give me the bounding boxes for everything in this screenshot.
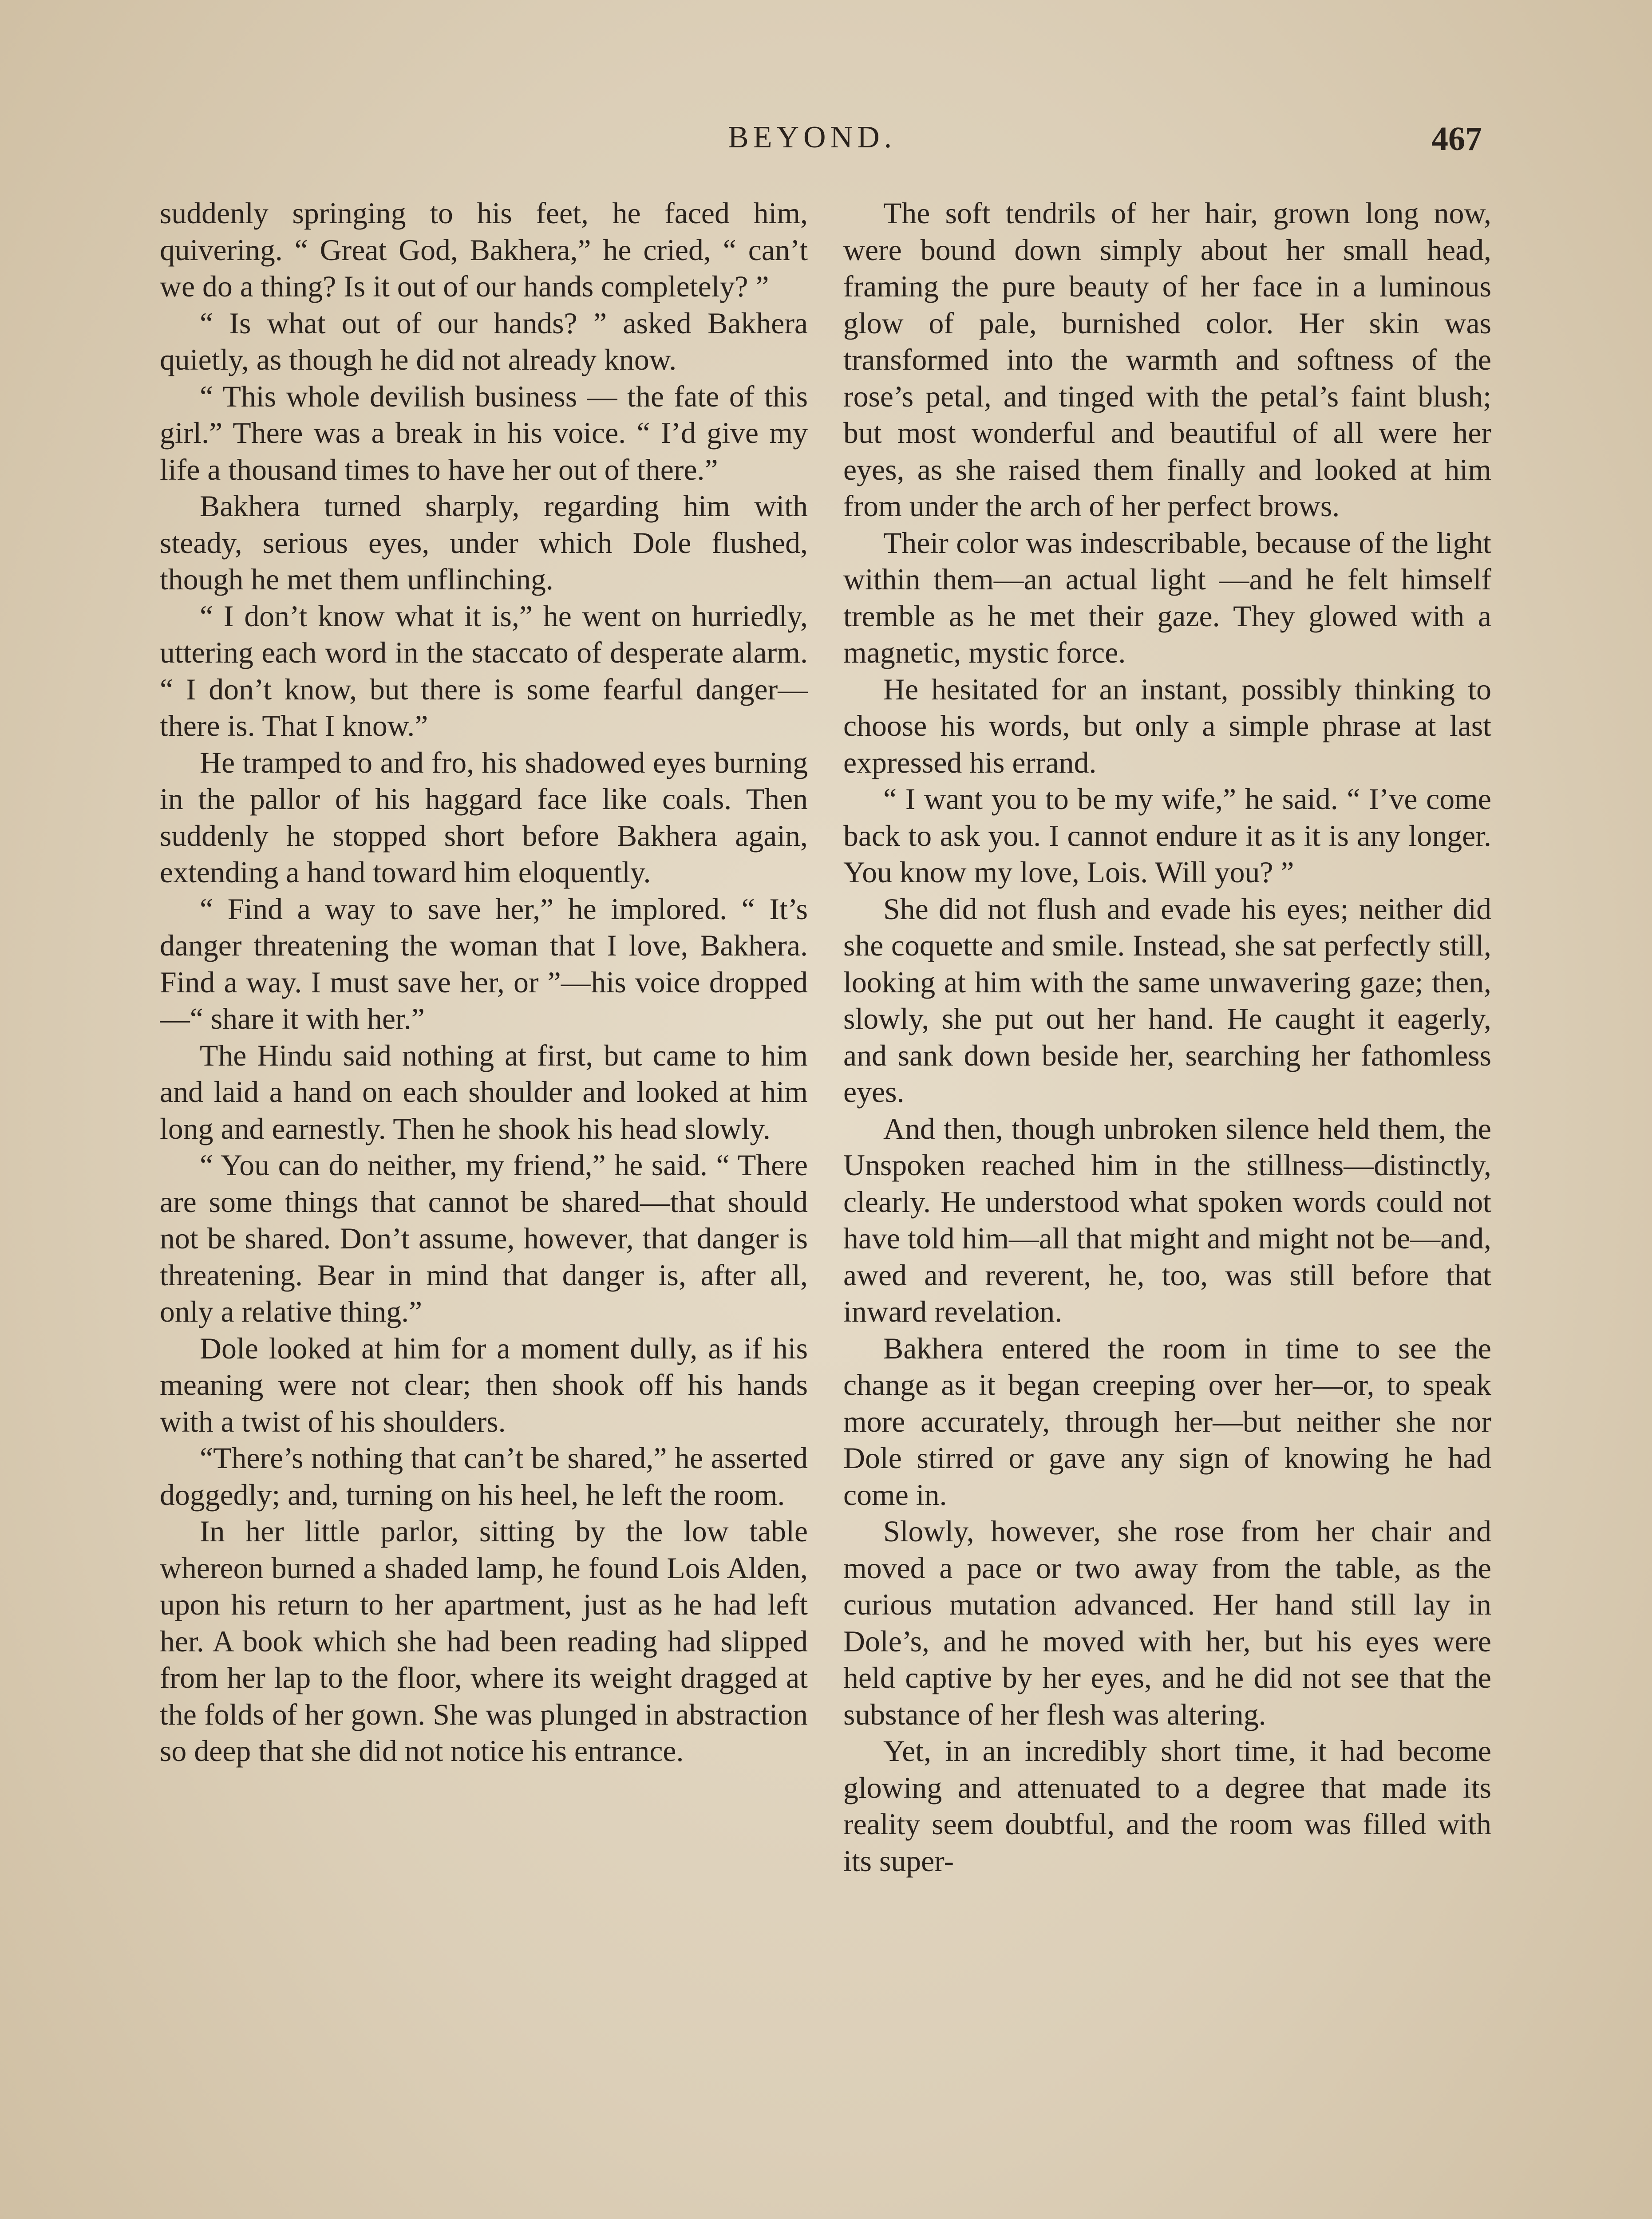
paragraph: “ You can do neither, my friend,” he said. “ There are some things that cannot be shared—that should not be shared. Don’t assume, however, that danger is threatening. Bear in mind that danger is, after all, only a relative thing.” [160, 1149, 808, 1328]
right-column [843, 195, 1491, 2219]
paragraph: Yet, in an incredibly short time, it had become glowing and attenuated to a degree that made its reality seem doubtful, and the room was filled with its super- [843, 1734, 1491, 1878]
left-column [160, 195, 808, 2219]
paragraph: The Hindu said nothing at first, but came to him and laid a hand on each shoulder and looked at him long and earnestly. Then he shook his head slowly. [160, 1038, 808, 1145]
paragraph: Bakhera turned sharply, regarding him with steady, serious eyes, under which Dole flushed, though he met them unflinching. [160, 490, 808, 596]
paragraph: “ I don’t know what it is,” he went on hurriedly, uttering each word in the staccato of desperate alarm. “ I don’t know, but there is some fearful danger—there is. That I know.” [160, 599, 808, 742]
paragraph: “ Is what out of our hands? ” asked Bakhera quietly, as though he did not already know. [160, 306, 808, 376]
page-number: 467 [1431, 120, 1482, 158]
paragraph: The soft tendrils of her hair, grown long now, were bound down simply about her small head, framing the pure beauty of her face in a luminous glow of pale, burnished color. Her skin was transformed into the warmth and softness of the rose’s petal, and tinged with the petal’s faint blush; but most wonderful and beautiful of all were her eyes, as she raised them finally and looked at him from under the arch of her perfect brows. [843, 197, 1491, 523]
paragraph: And then, though unbroken silence held them, the Unspoken reached him in the stillness—distinctly, clearly. He understood what spoken words could not have told him—all that might and might not be—and, awed and reverent, he, too, was still before that inward revelation. [843, 1112, 1491, 1328]
paragraph: He tramped to and fro, his shadowed eyes burning in the pallor of his haggard face like coals. Then suddenly he stopped short before Bakhera again, extending a hand toward him eloquently. [160, 746, 808, 889]
paragraph: “There’s nothing that can’t be shared,” he asserted doggedly; and, turning on his heel, he left the room. [160, 1441, 808, 1512]
page-header [0, 120, 1652, 173]
paragraph: “ I want you to be my wife,” he said. “ I’ve come back to ask you. I cannot endure it as it is any longer. You know my love, Lois. Will you? ” [843, 782, 1491, 889]
running-title: BEYOND. [728, 120, 897, 154]
paragraph: Dole looked at him for a moment dully, as if his meaning were not clear; then shook off his hands with a twist of his shoulders. [160, 1331, 808, 1438]
paragraph: Bakhera entered the room in time to see the change as it began creeping over her—or, to speak more accurately, through her—but neither she nor Dole stirred or gave any sign of knowing he had come in. [843, 1331, 1491, 1512]
paragraph: Slowly, however, she rose from her chair and moved a pace or two away from the table, as the curious mutation advanced. Her hand still lay in Dole’s, and he moved with her, but his eyes were held captive by her eyes, and he did not see that the substance of her flesh was altering. [843, 1515, 1491, 1731]
paragraph: In her little parlor, sitting by the low table whereon burned a shaded lamp, he found Lois Alden, upon his return to her apartment, just as he had left her. A book which she had been reading had slipped from her lap to the floor, where its weight dragged at the folds of her gown. She was plunged in abstraction so deep that she did not notice his entrance. [160, 1515, 808, 1768]
paragraph: He hesitated for an instant, possibly thinking to choose his words, but only a simple phrase at last expressed his errand. [843, 672, 1491, 779]
paragraph: “ This whole devilish business — the fate of this girl.” There was a break in his voice. “ I’d give my life a thousand times to have her out of there.” [160, 379, 808, 486]
paragraph: “ Find a way to save her,” he implored. “ It’s danger threatening the woman that I love, Bakhera. Find a way. I must save her, or ”—his voice dropped—“ share it with her.” [160, 892, 808, 1035]
paragraph: suddenly springing to his feet, he faced him, quivering. “ Great God, Bakhera,” he cried, “ can’t we do a thing? Is it out of our hands completely? ” [160, 197, 808, 303]
paragraph: Their color was indescribable, because of the light within them—an actual light —and he felt himself tremble as he met their gaze. They glowed with a magnetic, mystic force. [843, 526, 1491, 669]
paragraph: She did not flush and evade his eyes; neither did she coquette and smile. Instead, she sat perfectly still, looking at him with the same unwavering gaze; then, slowly, she put out her hand. He caught it eagerly, and sank down beside her, searching her fathomless eyes. [843, 892, 1491, 1109]
